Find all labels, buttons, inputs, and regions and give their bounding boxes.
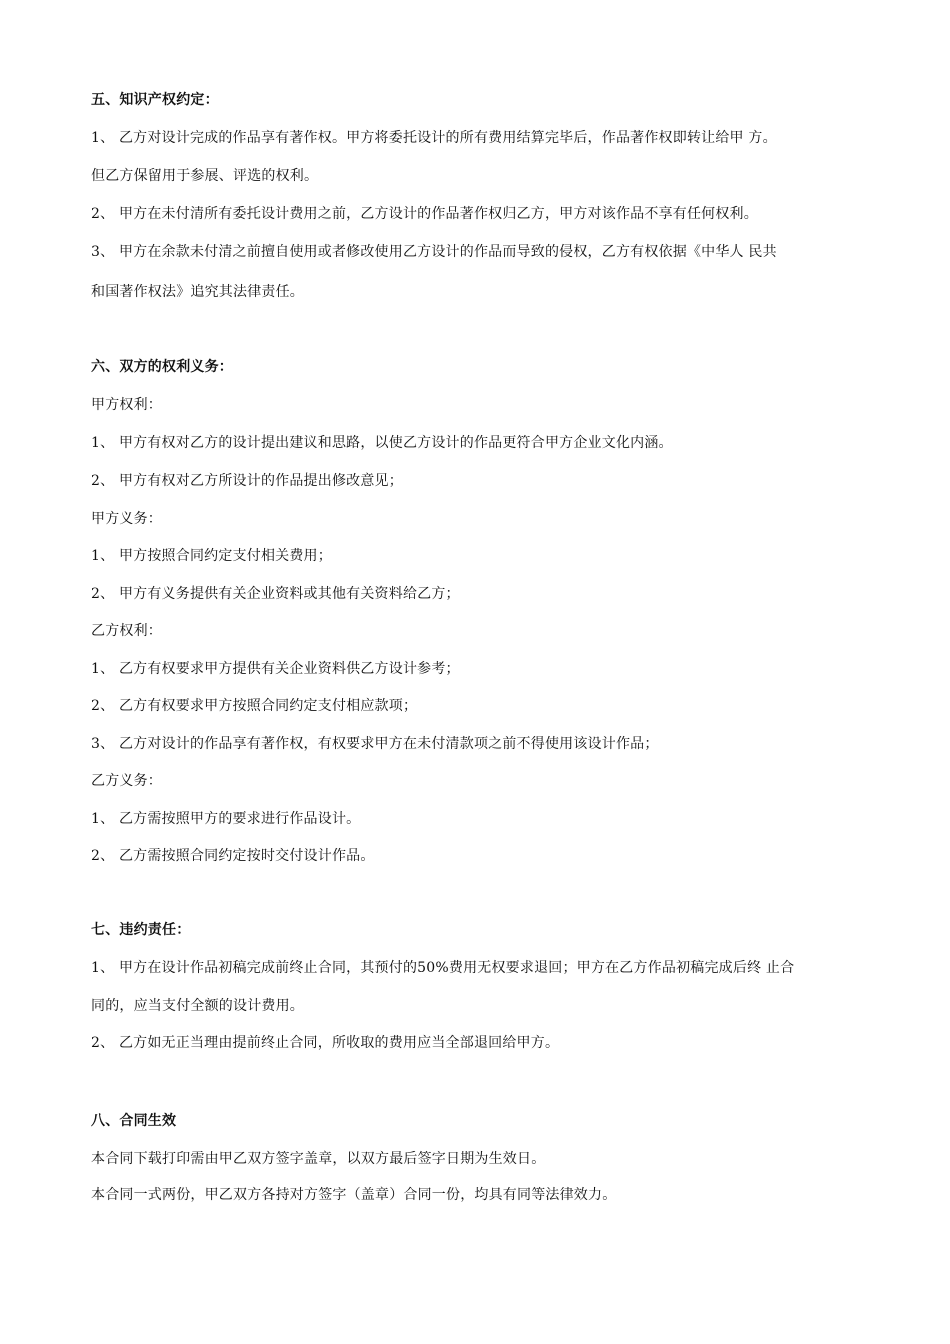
paragraph-line: 但乙方保留用于参展、评选的权利。 (91, 168, 319, 184)
subheading-party-a-obligations: 甲方义务： (91, 511, 162, 527)
paragraph-line: 2、 乙方有权要求甲方按照合同约定支付相应款项； (91, 698, 418, 714)
paragraph-line: 1、 甲方在设计作品初稿完成前终止合同，其预付的50%费用无权要求退回；甲方在乙方作品初稿完成后终 止合 (91, 960, 795, 976)
paragraph-line: 3、 甲方在余款未付清之前擅自使用或者修改使用乙方设计的作品而导致的侵权，乙方有权依据《中华人 民共 (91, 244, 777, 260)
paragraph-line: 1、 乙方有权要求甲方提供有关企业资料供乙方设计参考； (91, 661, 460, 677)
section-heading-contract-effect: 八、合同生效 (91, 1113, 177, 1129)
subheading-party-a-rights: 甲方权利： (91, 397, 162, 413)
paragraph-line: 1、 乙方需按照甲方的要求进行作品设计。 (91, 811, 361, 827)
section-heading-rights-obligations: 六、双方的权利义务： (91, 359, 233, 375)
paragraph-line: 2、 甲方在未付清所有委托设计费用之前，乙方设计的作品著作权归乙方，甲方对该作品不享有任何权利。 (91, 206, 758, 222)
paragraph-line: 同的，应当支付全额的设计费用。 (91, 998, 304, 1014)
paragraph-line: 2、 乙方需按照合同约定按时交付设计作品。 (91, 848, 375, 864)
paragraph-line: 2、 甲方有义务提供有关企业资料或其他有关资料给乙方； (91, 586, 460, 602)
section-heading-intellectual-property: 五、知识产权约定： (91, 92, 219, 108)
paragraph-line: 2、 乙方如无正当理由提前终止合同，所收取的费用应当全部退回给甲方。 (91, 1035, 560, 1051)
paragraph-line: 1、 甲方有权对乙方的设计提出建议和思路，以使乙方设计的作品更符合甲方企业文化内涵。 (91, 435, 673, 451)
section-heading-breach-liability: 七、违约责任： (91, 922, 191, 938)
paragraph-line: 本合同下载打印需由甲乙双方签字盖章，以双方最后签字日期为生效日。 (91, 1151, 546, 1167)
subheading-party-b-rights: 乙方权利： (91, 623, 162, 639)
paragraph-line: 本合同一式两份，甲乙双方各持对方签字（盖章）合同一份，均具有同等法律效力。 (91, 1187, 617, 1203)
subheading-party-b-obligations: 乙方义务： (91, 773, 162, 789)
paragraph-line: 1、 甲方按照合同约定支付相关费用； (91, 548, 332, 564)
paragraph-line: 2、 甲方有权对乙方所设计的作品提出修改意见； (91, 473, 403, 489)
paragraph-line: 1、 乙方对设计完成的作品享有著作权。甲方将委托设计的所有费用结算完毕后，作品著作权即转让给甲 方。 (91, 130, 777, 146)
paragraph-line: 3、 乙方对设计的作品享有著作权，有权要求甲方在未付清款项之前不得使用该设计作品； (91, 736, 659, 752)
paragraph-line: 和国著作权法》追究其法律责任。 (91, 284, 304, 300)
